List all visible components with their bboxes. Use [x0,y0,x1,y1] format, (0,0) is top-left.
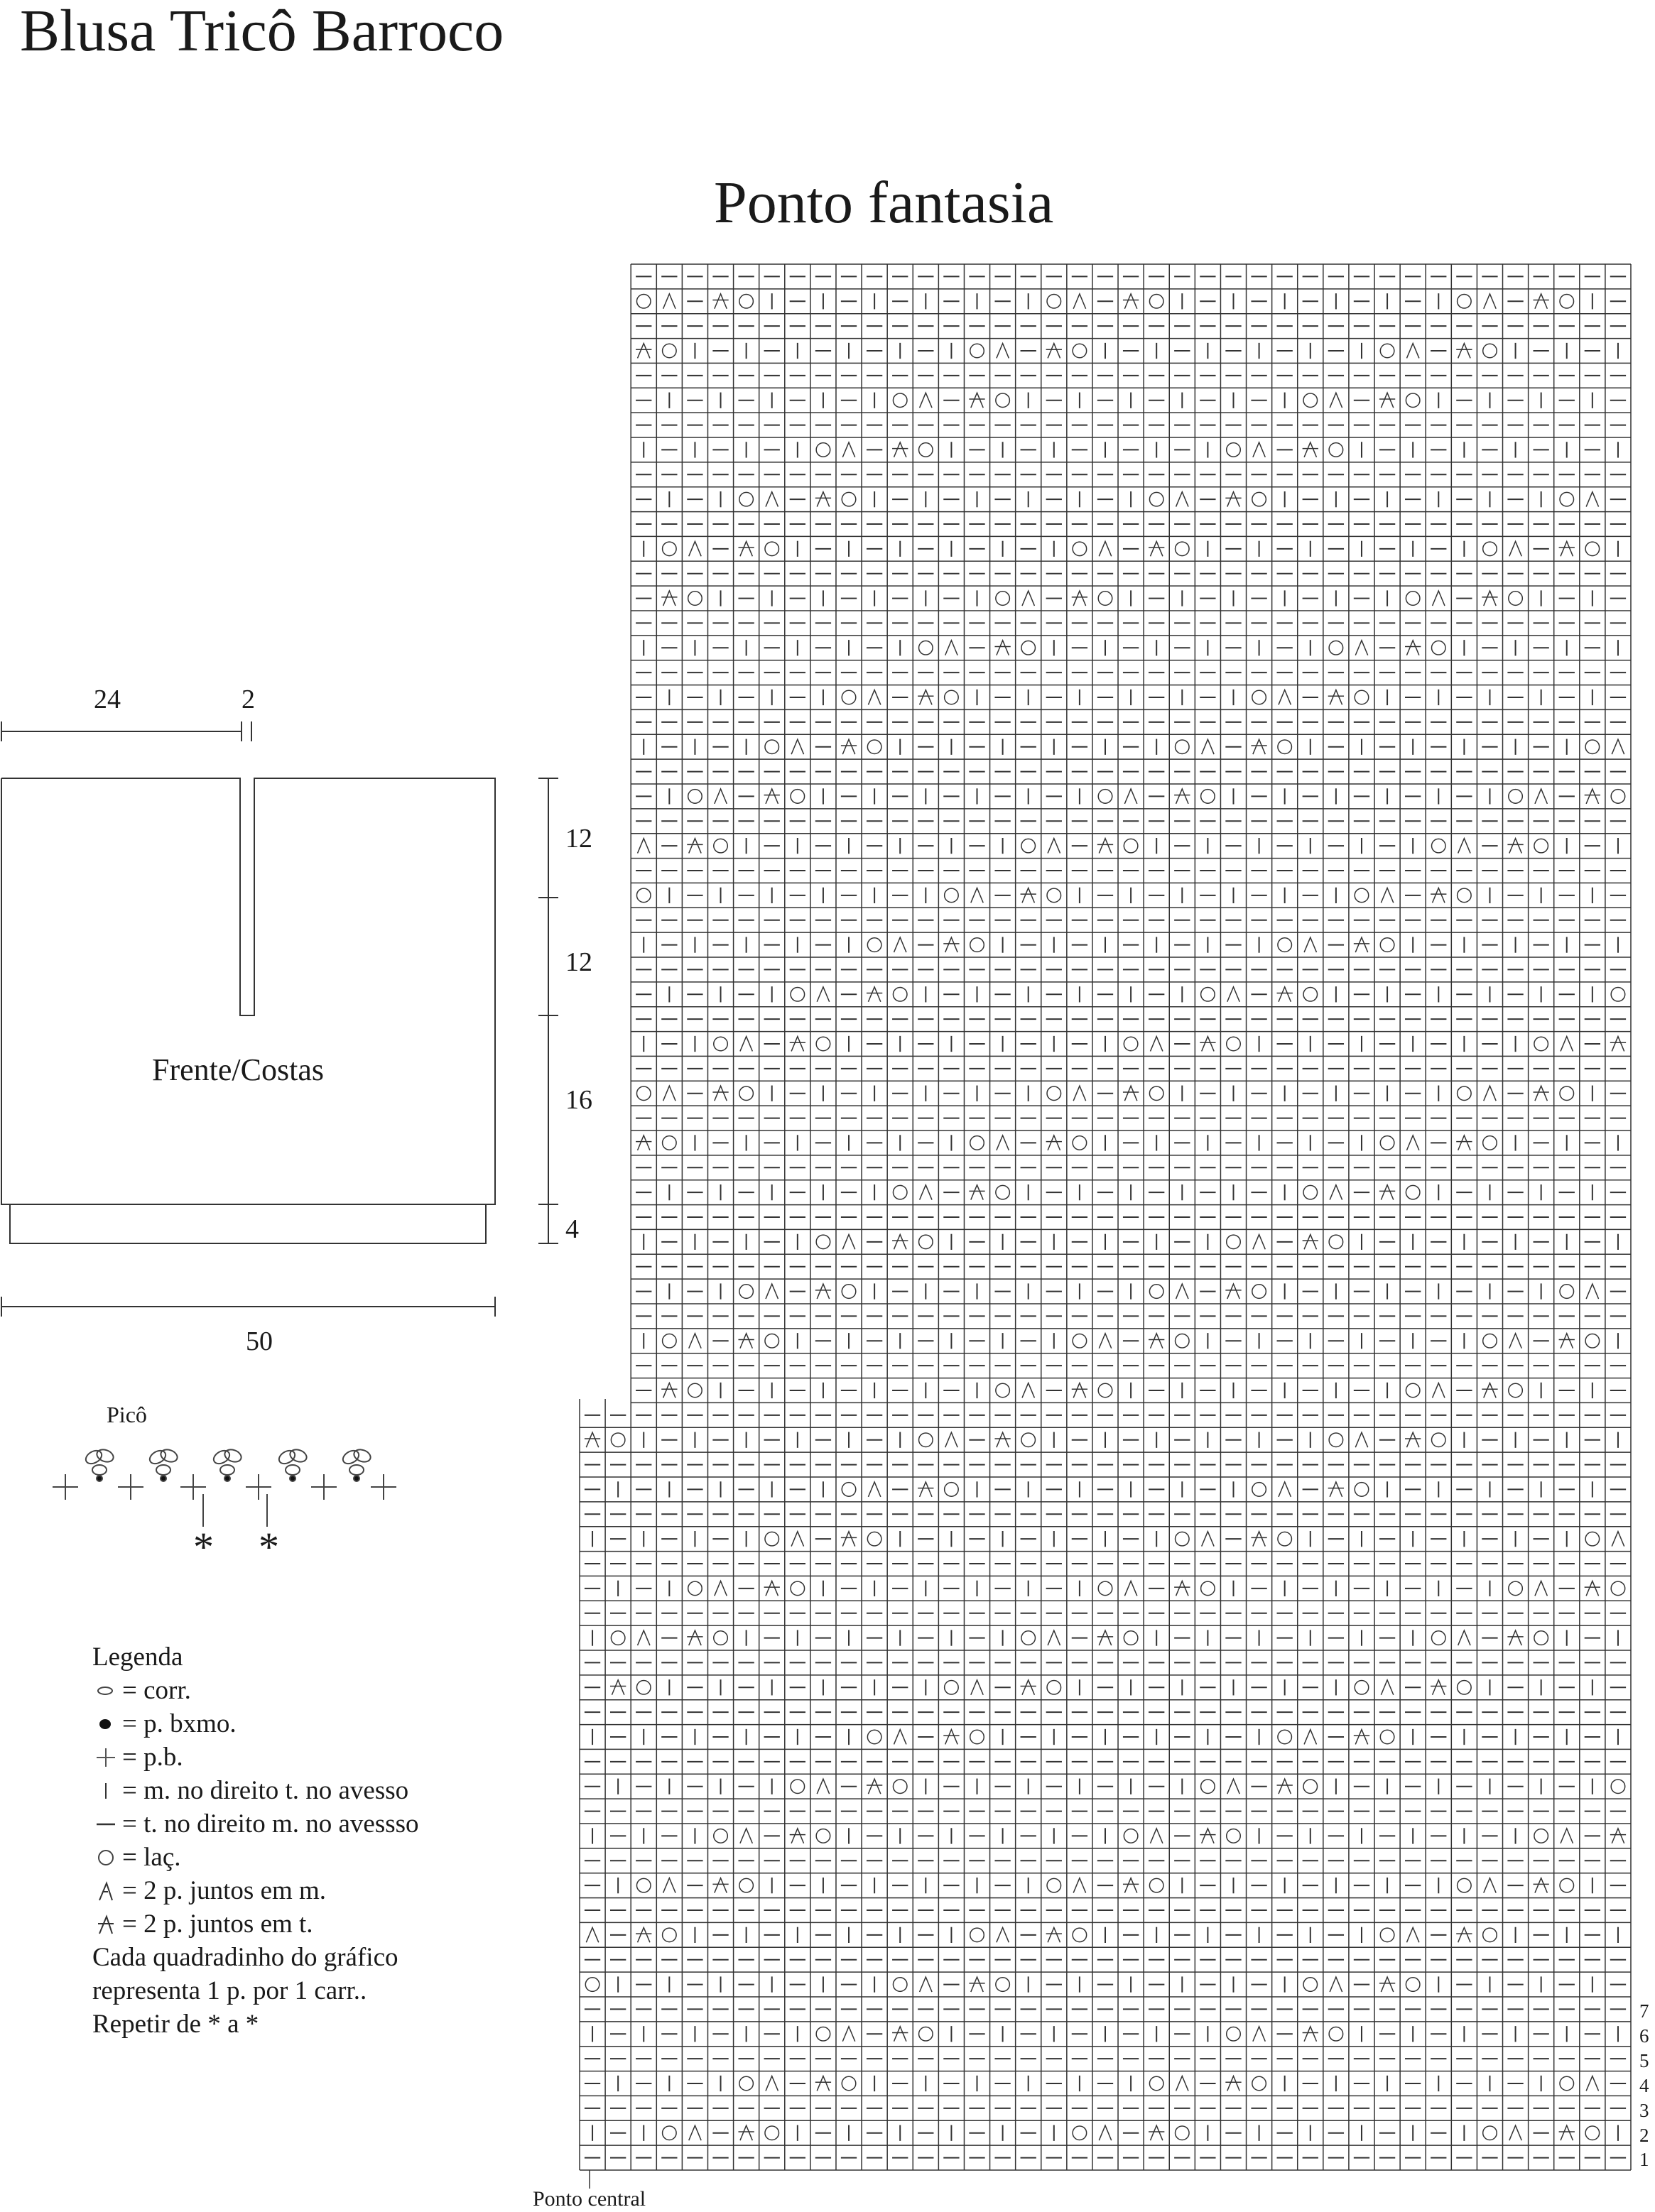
legend-note-2: representa 1 p. por 1 carr.. [92,1976,367,2005]
height-label-16: 16 [565,1085,592,1115]
legend-item: = 2 p. juntos em m. [92,1874,419,1907]
row-number: 6 [1639,2025,1649,2047]
row-number: 1 [1639,2149,1649,2171]
pico-label: Picô [107,1402,147,1427]
height-label-12b: 12 [565,947,592,977]
legend-item: = 2 p. juntos em t. [92,1907,419,1941]
width-label-2: 2 [242,685,255,714]
center-stitch-label: Ponto central [533,2187,646,2211]
row-number: 3 [1639,2099,1649,2121]
row-number: 4 [1639,2074,1649,2096]
repeat-mark-1: * [193,1524,214,1570]
row-number: 5 [1639,2049,1649,2071]
chart-title: Ponto fantasia [714,170,1054,236]
row-number: 7 [1639,2000,1649,2022]
legend-item: = laç. [92,1841,419,1874]
legend-item: = p.b. [92,1740,419,1774]
repeat-mark-2: * [259,1524,279,1570]
legend-title: Legenda [92,1642,183,1672]
height-label-12a: 12 [565,824,592,854]
legend-note-1: Cada quadradinho do gráfico [92,1943,398,1972]
page-title: Blusa Tricô Barroco [20,0,504,64]
piece-label: Frente/Costas [152,1052,324,1087]
legend-item: = t. no direito m. no avessso [92,1807,419,1841]
row-number: 2 [1639,2124,1649,2146]
width-label-24: 24 [94,685,121,714]
legend-item: = p. bxmo. [92,1707,419,1740]
legend-note-3: Repetir de * a * [92,2010,259,2039]
legend-item: = corr. [92,1674,419,1707]
legend-item: = m. no direito t. no avesso [92,1774,419,1807]
width-label-50: 50 [246,1326,273,1356]
height-label-4: 4 [565,1214,579,1244]
